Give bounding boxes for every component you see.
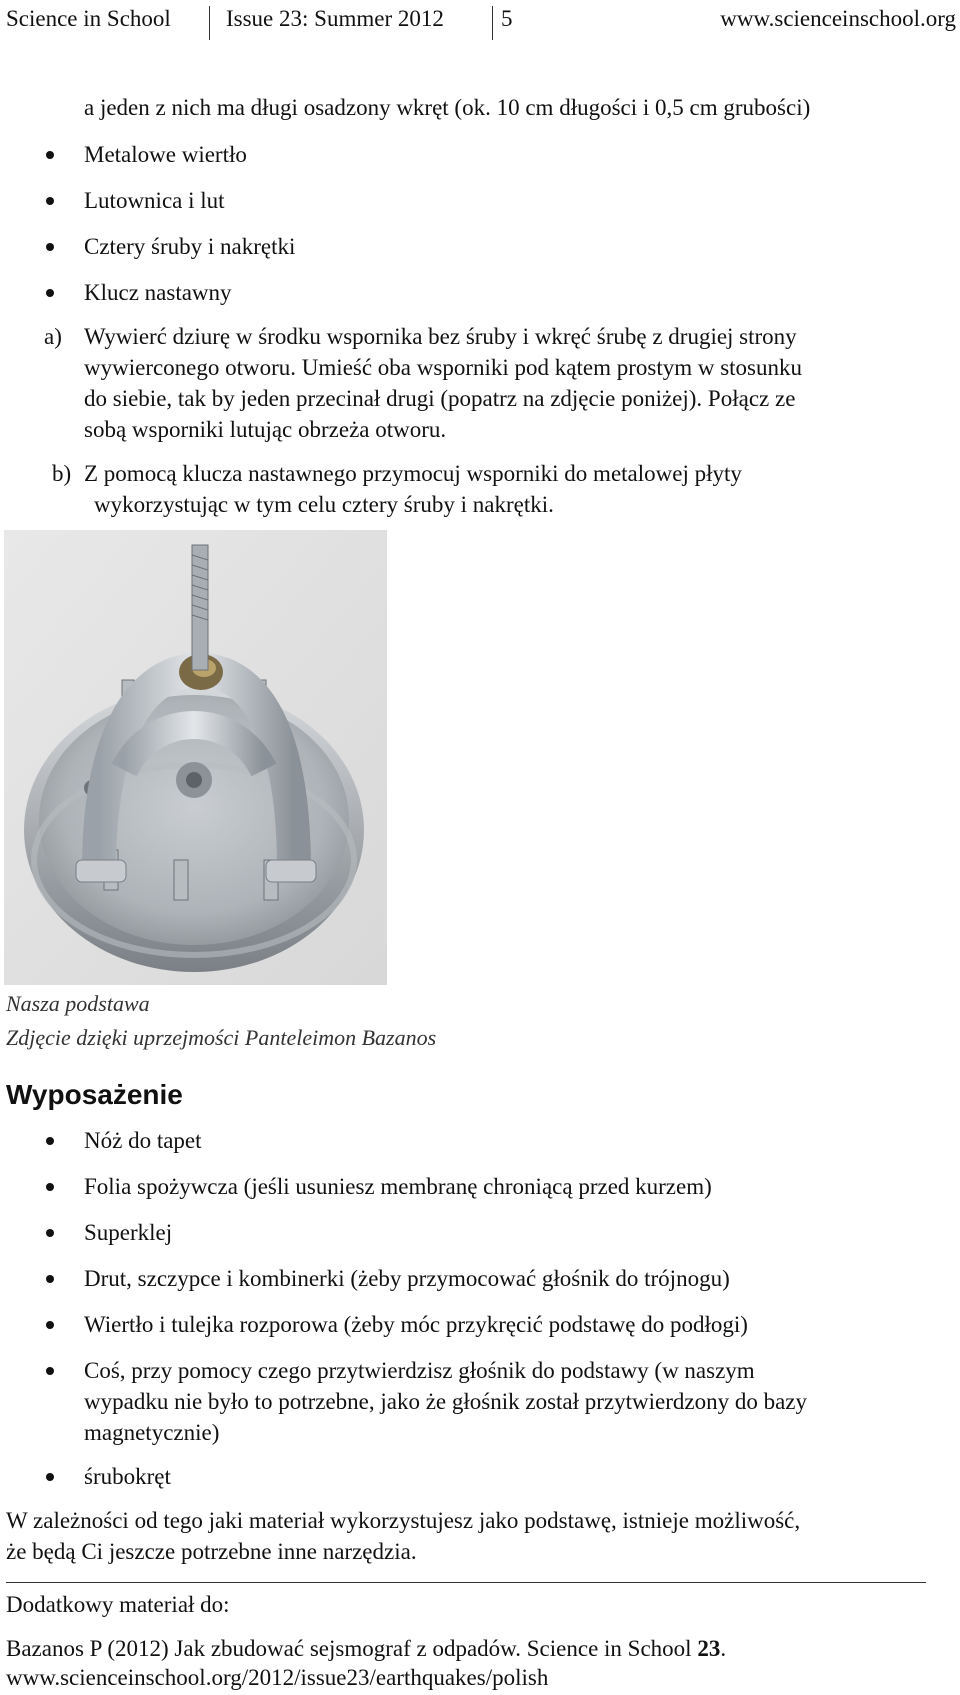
step-a-line: do siebie, tak by jeden przecinał drugi (popatrz na zdjęcie poniżej). Połącz ze bbox=[84, 386, 796, 411]
page-number: 5 bbox=[501, 6, 513, 31]
issue-label: Issue 23: Summer 2012 bbox=[226, 6, 444, 31]
bullet-icon bbox=[46, 151, 54, 159]
bullet-icon bbox=[46, 1229, 54, 1237]
citation-text: Bazanos P (2012) Jak zbudować sejsmograf z odpadów. Science in School bbox=[6, 1636, 698, 1661]
journal-title: Science in School bbox=[6, 6, 171, 31]
photo-caption-credit: Zdjęcie dzięki uprzejmości Panteleimon Bazanos bbox=[6, 1025, 437, 1050]
header-divider bbox=[209, 6, 210, 40]
list-item: Superklej bbox=[84, 1220, 173, 1245]
step-a-line: wywierconego otworu. Umieść oba wsporniki pod kątem prostym w stosunku bbox=[84, 355, 803, 380]
step-b-marker: b) bbox=[52, 461, 72, 486]
bullet-icon bbox=[46, 1321, 54, 1329]
page-header bbox=[6, 6, 956, 40]
list-item: Cztery śruby i nakrętki bbox=[84, 234, 296, 259]
bullet-icon bbox=[46, 197, 54, 205]
bullet-icon bbox=[46, 1137, 54, 1145]
list-item: Folia spożywcza (jeśli usuniesz membranę chroniącą przed kurzem) bbox=[84, 1174, 712, 1199]
note-line: W zależności od tego jaki materiał wykorzystujesz jako podstawę, istnieje możliwość, bbox=[6, 1508, 801, 1533]
list-item: Klucz nastawny bbox=[84, 280, 232, 305]
section-heading: Wyposażenie bbox=[6, 1079, 183, 1110]
citation-end: . bbox=[720, 1636, 727, 1661]
footer-url[interactable]: www.scienceinschool.org/2012/issue23/earthquakes/polish bbox=[6, 1665, 549, 1690]
bullet-icon bbox=[46, 1183, 54, 1191]
bullet-icon bbox=[46, 243, 54, 251]
note-line: że będą Ci jeszcze potrzebne inne narzędzia. bbox=[6, 1539, 417, 1564]
list-item: Wiertło i tulejka rozporowa (żeby móc przykręcić podstawę do podłogi) bbox=[84, 1312, 748, 1337]
base-photo-illustration bbox=[4, 530, 387, 985]
citation-issue: 23 bbox=[697, 1636, 721, 1661]
list-item: śrubokręt bbox=[84, 1464, 171, 1489]
list-item: Metalowe wiertło bbox=[84, 142, 247, 167]
list-item-line: Coś, przy pomocy czego przytwierdzisz głośnik do podstawy (w naszym bbox=[84, 1358, 755, 1383]
step-a-marker: a) bbox=[44, 324, 62, 349]
list-item: Drut, szczypce i kombinerki (żeby przymocować głośnik do trójnogu) bbox=[84, 1266, 730, 1291]
footer-citation bbox=[6, 1633, 726, 1664]
base-photo bbox=[4, 530, 387, 985]
step-b-line: wykorzystując w tym celu cztery śruby i nakrętki. bbox=[94, 492, 554, 517]
list-item-line: wypadku nie było to potrzebne, jako że głośnik został przytwierdzony do bazy bbox=[84, 1389, 808, 1414]
bullet-icon bbox=[46, 1367, 54, 1375]
list-item-line: magnetycznie) bbox=[84, 1420, 220, 1445]
header-divider bbox=[492, 6, 493, 40]
header-url[interactable]: www.scienceinschool.org bbox=[720, 6, 956, 31]
step-a-line: Wywierć dziurę w środku wspornika bez śruby i wkręć śrubę z drugiej strony bbox=[84, 324, 797, 349]
footer-label: Dodatkowy materiał do: bbox=[6, 1592, 230, 1617]
footer-rule bbox=[6, 1582, 926, 1583]
list-item: Nóż do tapet bbox=[84, 1128, 202, 1153]
list-continuation: a jeden z nich ma długi osadzony wkręt (ok. 10 cm długości i 0,5 cm grubości) bbox=[84, 95, 811, 120]
list-item: Lutownica i lut bbox=[84, 188, 225, 213]
bullet-icon bbox=[46, 289, 54, 297]
photo-caption-title: Nasza podstawa bbox=[6, 991, 150, 1016]
step-a-line: sobą wsporniki lutując obrzeża otworu. bbox=[84, 417, 447, 442]
bullet-icon bbox=[46, 1275, 54, 1283]
bullet-icon bbox=[46, 1473, 54, 1481]
step-b-line: Z pomocą klucza nastawnego przymocuj wsporniki do metalowej płyty bbox=[84, 461, 742, 486]
